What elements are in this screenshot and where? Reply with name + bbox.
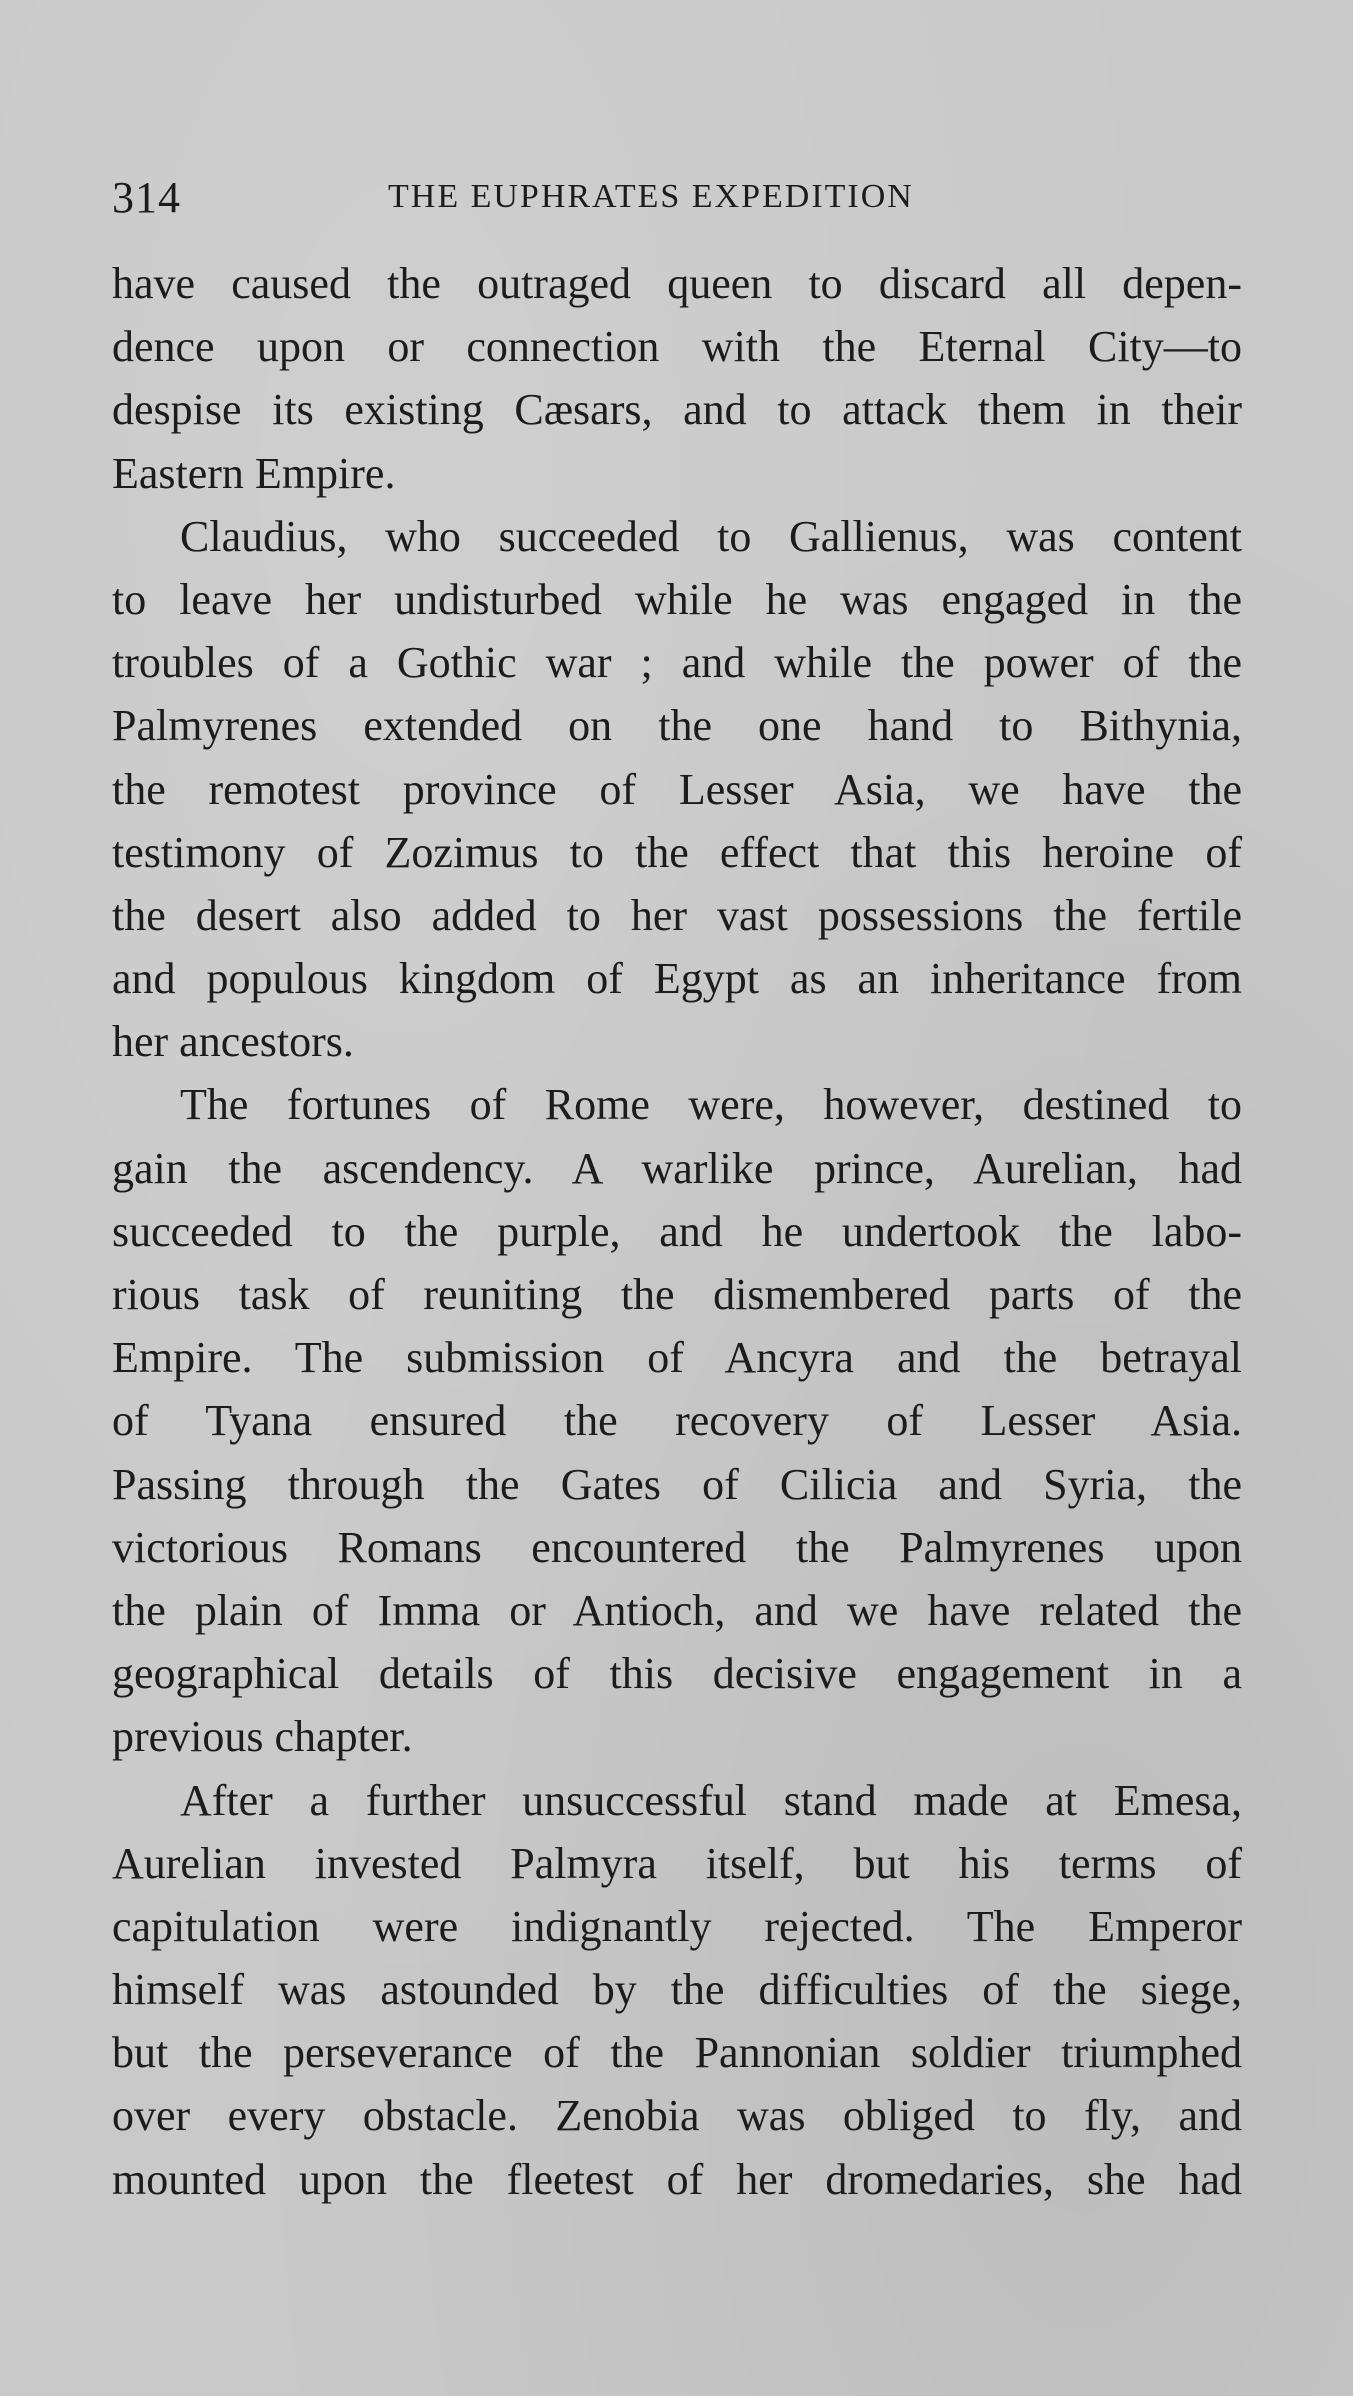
- text-line: of Tyana ensured the recovery of Lesser Asia.: [112, 1396, 1242, 1446]
- text-line: rious task of reuniting the dismembered parts of the: [112, 1270, 1242, 1319]
- text-line: capitulation were indignantly rejected. The Emperor: [112, 1901, 1242, 1951]
- text-line: Claudius, who succeeded to Gallienus, was content: [180, 511, 1242, 561]
- text-line: mounted upon the fleetest of her dromedaries, she had: [112, 2154, 1242, 2204]
- text-line: victorious Romans encountered the Palmyrenes upon: [112, 1522, 1242, 1572]
- text-line: The fortunes of Rome were, however, destined to: [180, 1080, 1242, 1130]
- text-line: to leave her undisturbed while he was engaged in the: [112, 574, 1242, 624]
- text-line: despise its existing Cæsars, and to attack them in their: [112, 385, 1242, 435]
- text-line: Passing through the Gates of Cilicia and Syria, the: [112, 1459, 1242, 1509]
- text-line: Empire. The submission of Ancyra and the betrayal: [112, 1333, 1242, 1383]
- text-line: dence upon or connection with the Eternal City—to: [112, 322, 1242, 372]
- page-header: [112, 172, 1242, 232]
- text-line: himself was astounded by the difficulties of the siege,: [112, 1965, 1242, 2015]
- text-line: her ancestors.: [112, 1017, 354, 1067]
- text-line: troubles of a Gothic war ; and while the power of the: [112, 638, 1242, 688]
- page-number: 314: [112, 173, 181, 222]
- text-line: succeeded to the purple, and he undertook the labo-: [112, 1206, 1242, 1256]
- text-line: and populous kingdom of Egypt as an inheritance from: [112, 954, 1242, 1004]
- text-line: geographical details of this decisive engagement in a: [112, 1649, 1242, 1699]
- text-line: Aurelian invested Palmyra itself, but his terms of: [112, 1838, 1242, 1888]
- body-text: [112, 252, 1242, 2211]
- text-line: the plain of Imma or Antioch, and we have related the: [112, 1585, 1242, 1635]
- text-line: After a further unsuccessful stand made at Emesa,: [180, 1775, 1242, 1825]
- text-line: Palmyrenes extended on the one hand to Bithynia,: [112, 701, 1242, 751]
- text-line: over every obstacle. Zenobia was obliged to fly, and: [112, 2091, 1242, 2141]
- text-line: gain the ascendency. A warlike prince, Aurelian, had: [112, 1143, 1242, 1193]
- text-line: previous chapter.: [112, 1712, 413, 1762]
- text-line: the remotest province of Lesser Asia, we have the: [112, 764, 1242, 814]
- text-line: but the perseverance of the Pannonian soldier triumphed: [112, 2028, 1242, 2078]
- text-line: the desert also added to her vast possessions the fertile: [112, 890, 1242, 940]
- text-line: testimony of Zozimus to the effect that this heroine of: [112, 827, 1242, 877]
- running-title: THE EUPHRATES EXPEDITION: [388, 178, 914, 215]
- text-line: Eastern Empire.: [112, 448, 396, 498]
- text-line: have caused the outraged queen to discard all depen-: [112, 259, 1242, 308]
